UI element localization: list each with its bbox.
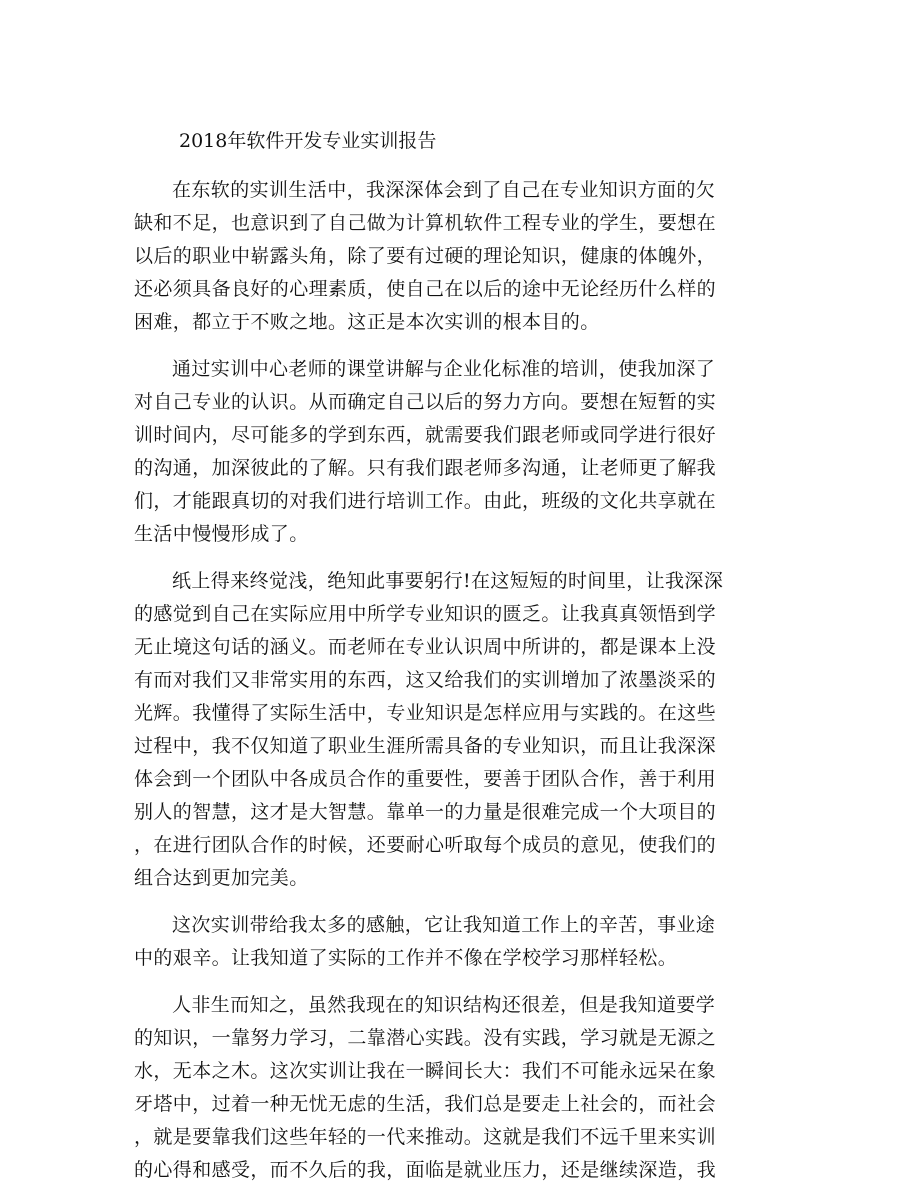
paragraph-line: 们，才能跟真切的对我们进行培训工作。由此，班级的文化共享就在 <box>134 490 717 512</box>
paragraph-line: 过程中，我不仅知道了职业生涯所需具备的专业知识，而且让我深深 <box>134 735 717 757</box>
paragraph-line: 水，无本之木。这次实训让我在一瞬间长大：我们不可能永远呆在象 <box>134 1060 717 1082</box>
paragraph <box>134 909 774 975</box>
paragraph-line: 中的艰辛。让我知道了实际的工作并不像在学校学习那样轻松。 <box>134 947 678 969</box>
document-title: 2018年软件开发专业实训报告 <box>179 130 437 152</box>
paragraph-line: 缺和不足，也意识到了自己做为计算机软件工程专业的学生，要想在 <box>134 212 717 234</box>
paragraph-line: 牙塔中，过着一种无忧无虑的生活，我们总是要走上社会的，而社会 <box>134 1093 717 1115</box>
paragraph-line: 有而对我们又非常实用的东西，这又给我们的实训增加了浓墨淡采的 <box>134 669 717 691</box>
paragraph-line: 的感觉到自己在实际应用中所学专业知识的匮乏。让我真真领悟到学 <box>134 603 717 625</box>
paragraph-line: 体会到一个团队中各成员合作的重要性，要善于团队合作，善于利用 <box>134 768 717 790</box>
paragraph <box>134 565 774 895</box>
paragraph-line: 的心得和感受，而不久后的我，面临是就业压力，还是继续深造，我 <box>134 1159 717 1181</box>
paragraph-line: 光辉。我懂得了实际生活中，专业知识是怎样应用与实践的。在这些 <box>134 702 717 724</box>
paragraph-line: 还必须具备良好的心理素质，使自己在以后的途中无论经历什么样的 <box>134 278 717 300</box>
paragraph-line: 纸上得来终觉浅，绝知此事要躬行!在这短短的时间里，让我深深 <box>172 570 724 592</box>
paragraph-line: 训时间内，尽可能多的学到东西，就需要我们跟老师或同学进行很好 <box>134 424 717 446</box>
paragraph-line: 通过实训中心老师的课堂讲解与企业化标准的培训，使我加深了 <box>172 358 716 380</box>
paragraph-list <box>134 174 774 1187</box>
paragraph-line: 以后的职业中崭露头角，除了要有过硬的理论知识，健康的体魄外， <box>134 245 717 267</box>
paragraph <box>134 989 774 1187</box>
paragraph-line: 的知识，一靠努力学习，二靠潜心实践。没有实践，学习就是无源之 <box>134 1027 717 1049</box>
paragraph-line: 无止境这句话的涵义。而老师在专业认识周中所讲的，都是课本上没 <box>134 636 717 658</box>
paragraph-line: 的沟通，加深彼此的了解。只有我们跟老师多沟通，让老师更了解我 <box>134 457 717 479</box>
document-body <box>134 120 774 1201</box>
paragraph-line: ，在进行团队合作的时候，还要耐心听取每个成员的意见，使我们的 <box>134 834 717 856</box>
paragraph-line: 对自己专业的认识。从而确定自己以后的努力方向。要想在短暂的实 <box>134 391 717 413</box>
paragraph-line: 人非生而知之，虽然我现在的知识结构还很差，但是我知道要学 <box>172 994 716 1016</box>
paragraph-line: 这次实训带给我太多的感触，它让我知道工作上的辛苦，事业途 <box>172 914 716 936</box>
paragraph-line: 组合达到更加完美。 <box>134 867 309 889</box>
paragraph-line: 生活中慢慢形成了。 <box>134 523 309 545</box>
paragraph-line: 别人的智慧，这才是大智慧。靠单一的力量是很难完成一个大项目的 <box>134 801 717 823</box>
paragraph <box>134 174 774 339</box>
paragraph-line: 在东软的实训生活中，我深深体会到了自己在专业知识方面的欠 <box>172 179 716 201</box>
paragraph <box>134 353 774 551</box>
paragraph-line: ，就是要靠我们这些年轻的一代来推动。这就是我们不远千里来实训 <box>134 1126 717 1148</box>
paragraph-line: 困难，都立于不败之地。这正是本次实训的根本目的。 <box>134 311 600 333</box>
